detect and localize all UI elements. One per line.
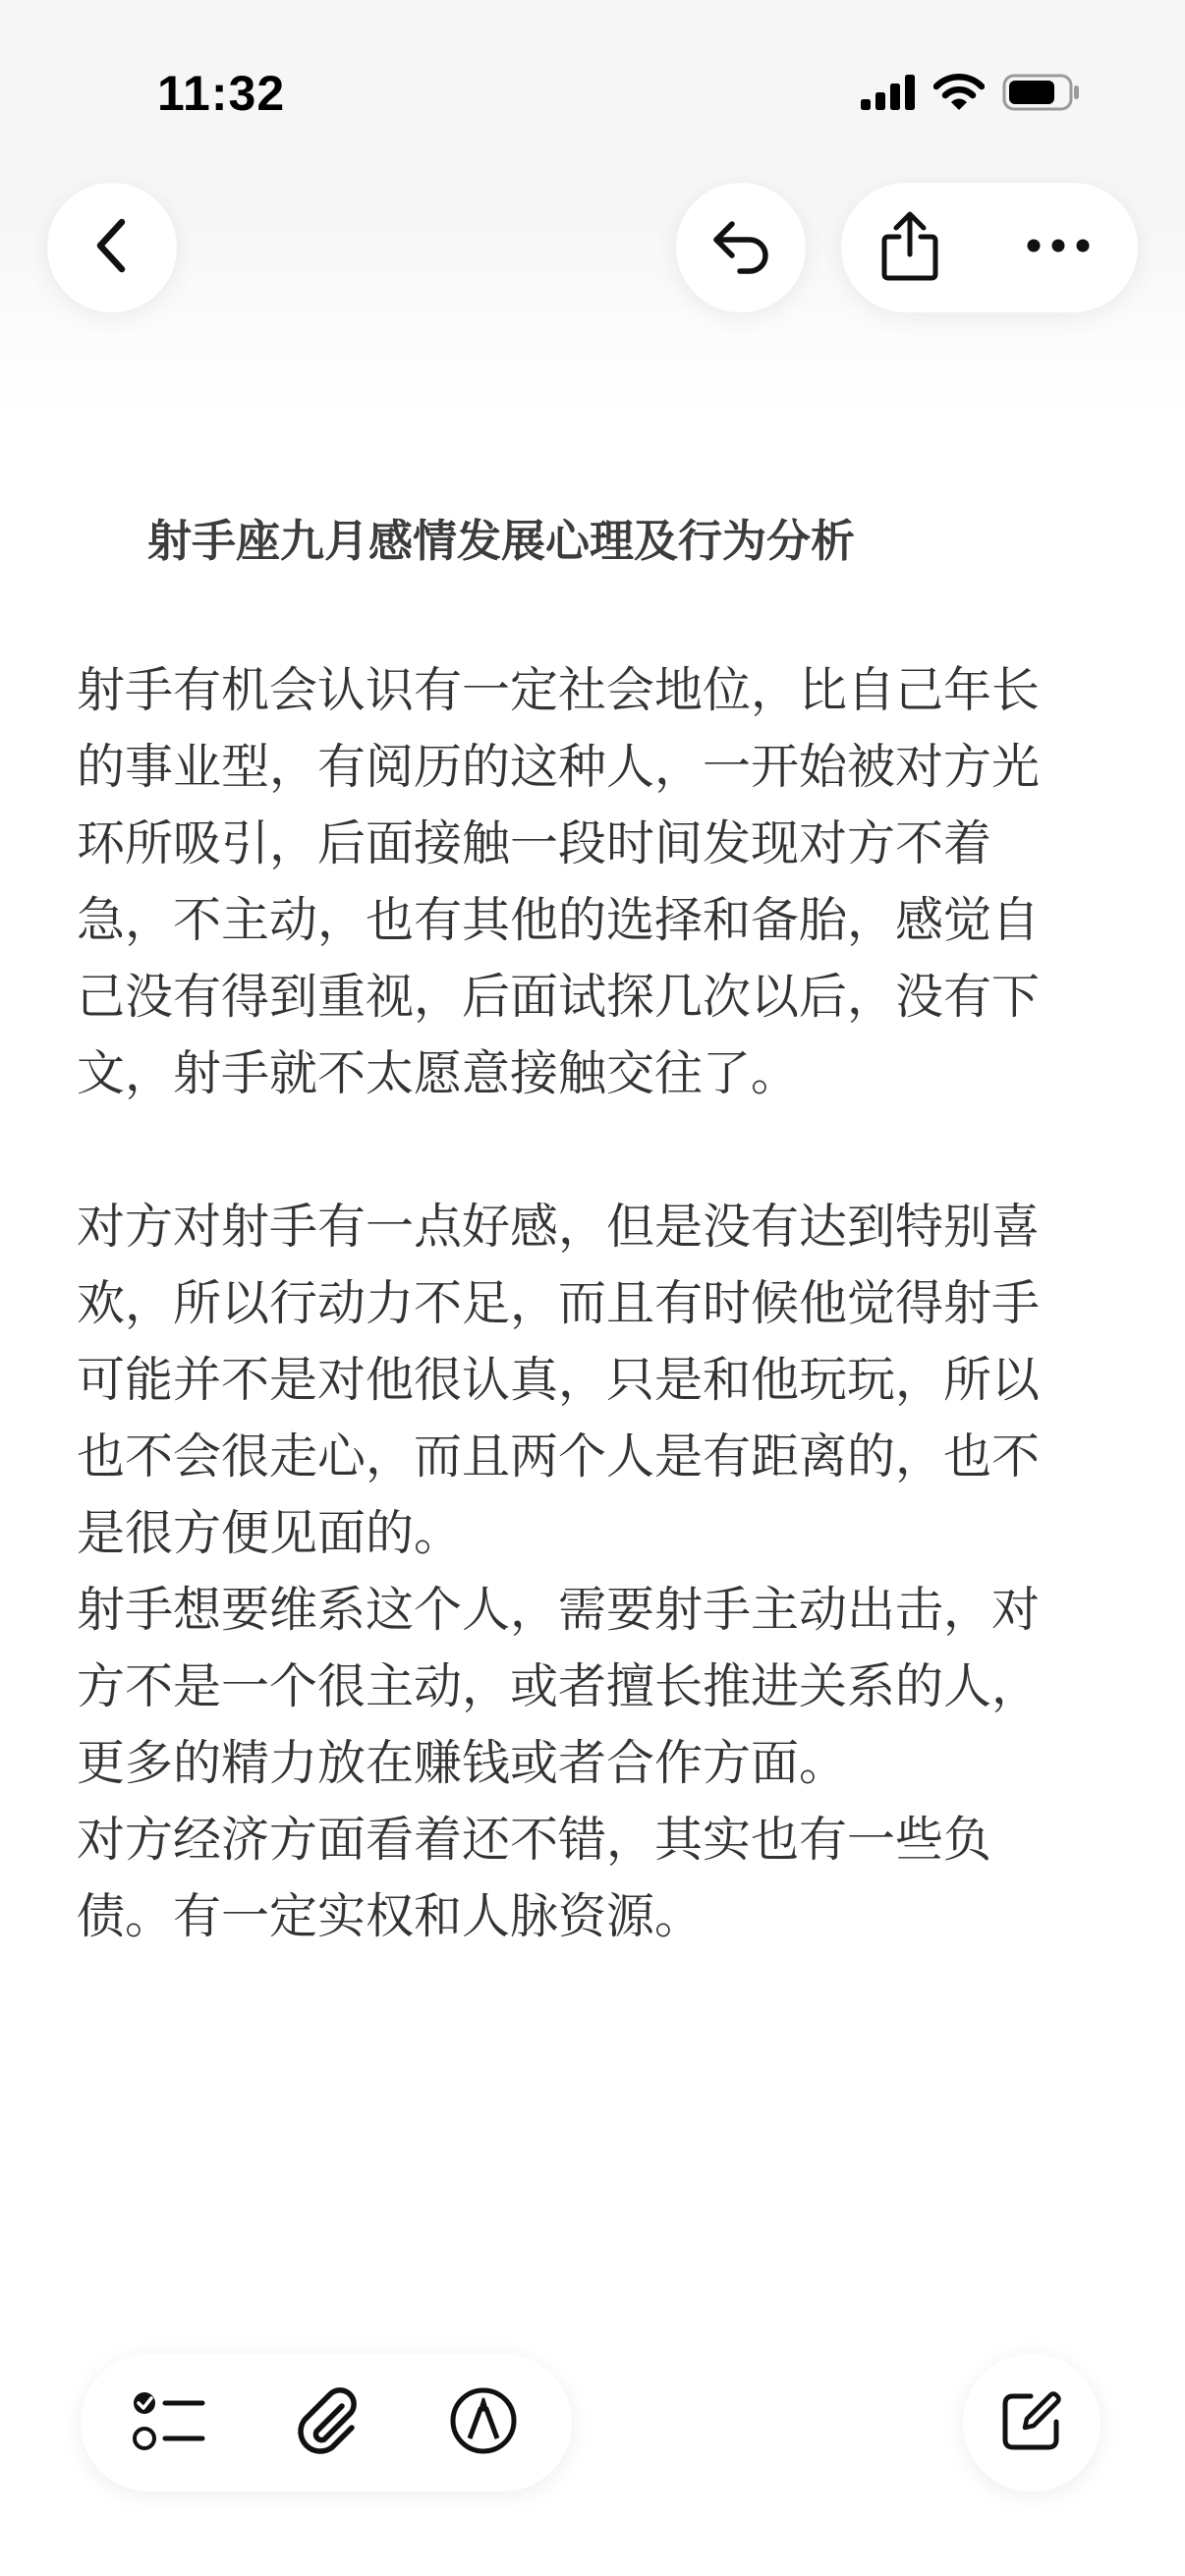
- checklist-icon: [132, 2386, 206, 2459]
- status-icons: [861, 74, 1081, 115]
- more-icon: [1026, 238, 1091, 257]
- attachment-button[interactable]: [272, 2364, 380, 2482]
- undo-button[interactable]: [676, 183, 806, 312]
- blank-line: [77, 582, 1118, 652]
- markup-pen-icon: [448, 2385, 519, 2460]
- note-paragraph: 射手想要维系这个人，需要射手主动出击，对 方不是一个很主动，或者擅长推进关系的人， 更多的精力放在赚钱或者合作方面。: [77, 1582, 1041, 1791]
- wifi-icon: [933, 74, 985, 115]
- checklist-button[interactable]: [115, 2364, 223, 2482]
- note-title: 射手座九月感情发展心理及行为分析: [147, 515, 856, 567]
- note-paragraph: 对方对射手有一点好感，但是没有达到特别喜 欢，所以行动力不足，而且有时候他觉得射手 可能并不是对他很认真，只是和他玩玩，所以 也不会很走心，而且两个人是有距离的，也不 是很方便见面的。: [77, 1199, 1041, 1561]
- share-button[interactable]: [841, 183, 979, 312]
- share-icon: [879, 209, 940, 286]
- note-paragraph: 射手有机会认识有一定社会地位，比自己年长 的事业型，有阅历的这种人，一开始被对方光 环所吸引，后面接触一段时间发现对方不着 急，不主动，也有其他的选择和备胎，感觉自 己没有得到重视，后面试探几次以后，没有下 文，射手就不太愿意接触交往了。: [77, 662, 1041, 1101]
- bottom-toolbar: [81, 2354, 572, 2492]
- cellular-signal-icon: [861, 75, 916, 114]
- status-bar: [0, 0, 1185, 187]
- paperclip-icon: [293, 2384, 360, 2461]
- back-button[interactable]: [47, 183, 177, 312]
- undo-icon: [708, 216, 773, 279]
- blank-line: [77, 1112, 1118, 1189]
- battery-icon: [1002, 74, 1081, 115]
- note-content[interactable]: [77, 501, 1118, 1955]
- more-button[interactable]: [979, 183, 1138, 312]
- compose-button[interactable]: [963, 2354, 1100, 2492]
- back-chevron-icon: [92, 216, 132, 279]
- markup-button[interactable]: [429, 2364, 537, 2482]
- compose-icon: [999, 2388, 1064, 2457]
- note-paragraph: 对方经济方面看着还不错，其实也有一些负 债。有一定实权和人脉资源。: [77, 1812, 992, 1944]
- actions-group: [841, 183, 1138, 312]
- status-time: 11:32: [157, 66, 286, 121]
